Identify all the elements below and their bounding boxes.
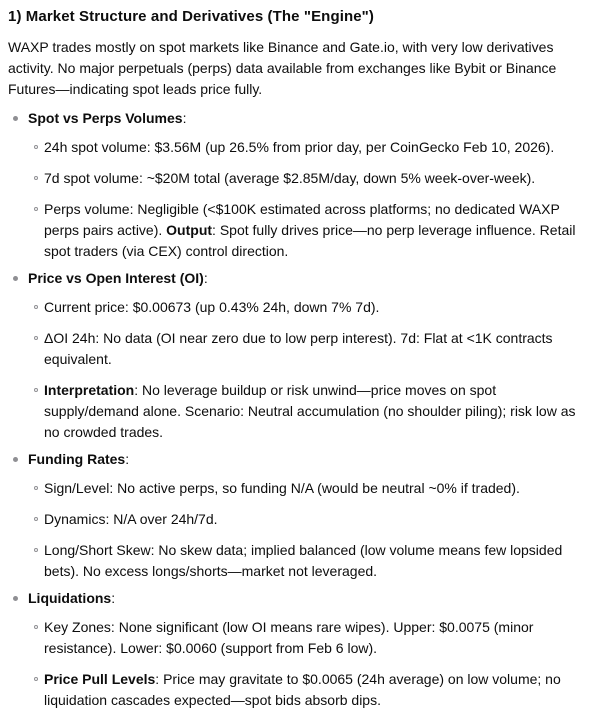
bullet-list [8,108,592,711]
list-item [8,478,592,499]
section-label-suffix: : [182,110,187,126]
text-run: Perps volume: Negligible (<$100K estimated across platforms; no dedicated WAXP perps pairs active). [44,201,560,238]
bold-text: Output [166,222,213,238]
bullet-disc-icon [13,276,18,281]
bold-text: Price Pull Levels [44,671,156,687]
list-item [8,617,592,659]
bold-text: Interpretation [44,382,135,398]
bullet-circle-icon [34,677,38,681]
section-label-item [8,268,592,289]
section-label-item [8,588,592,609]
text-run: : Spot fully drives price—no perp leverage influence. Retail spot traders (via CEX) control direction. [44,222,576,259]
bullet-circle-icon [34,176,38,180]
section-label: Spot vs Perps Volumes [28,110,183,126]
list-item [8,328,592,370]
text-run: 7d spot volume: ~$20M total (average $2.85M/day, down 5% week-over-week). [44,170,536,186]
text-run: Current price: $0.00673 (up 0.43% 24h, down 7% 7d). [44,299,380,315]
bullet-disc-icon [13,116,18,121]
section-label-item [8,108,592,129]
text-run: Key Zones: None significant (low OI means rare wipes). Upper: $0.0075 (minor resistance). Lower: $0.0060 (support from Feb 6 low). [44,619,534,656]
page-title: 1) Market Structure and Derivatives (The "Engine") [8,8,374,25]
section-label: Liquidations [28,590,112,606]
bullet-circle-icon [34,517,38,521]
bullet-circle-icon [34,486,38,490]
section-label-item [8,449,592,470]
list-item [8,509,592,530]
bullet-circle-icon [34,145,38,149]
text-run: 24h spot volume: $3.56M (up 26.5% from prior day, per CoinGecko Feb 10, 2026). [44,139,555,155]
bullet-circle-icon [34,548,38,552]
bullet-circle-icon [34,388,38,392]
section-label-suffix: : [203,270,208,286]
text-run: Sign/Level: No active perps, so funding N/A (would be neutral ~0% if traded). [44,480,520,496]
list-item [8,168,592,189]
list-section [8,268,592,443]
bullet-circle-icon [34,305,38,309]
section-label: Funding Rates [28,451,126,467]
section-label: Price vs Open Interest (OI) [28,270,204,286]
section-label-suffix: : [125,451,130,467]
document [8,6,592,711]
list-item [8,380,592,443]
text-run: Long/Short Skew: No skew data; implied balanced (low volume means few lopsided bets). No excess longs/shorts—market not leveraged. [44,542,563,579]
intro-paragraph: WAXP trades mostly on spot markets like Binance and Gate.io, with very low derivatives activity. No major perpetuals (perps) data available from exchanges like Bybit or Binance Futures—indicating spot leads price fully. [8,39,557,97]
text-run: : No leverage buildup or risk unwind—price moves on spot supply/demand alone. Scenario: Neutral accumulation (no shoulder piling); risk low as no crowded trades. [44,382,576,440]
list-item [8,540,592,582]
bullet-circle-icon [34,625,38,629]
list-section [8,108,592,262]
text-run: ΔOI 24h: No data (OI near zero due to low perp interest). 7d: Flat at <1K contracts equivalent. [44,330,553,367]
list-item [8,669,592,711]
text-run: Dynamics: N/A over 24h/7d. [44,511,218,527]
section-label-suffix: : [111,590,116,606]
bullet-disc-icon [13,457,18,462]
bullet-circle-icon [34,336,38,340]
text-run: : Price may gravitate to $0.0065 (24h average) on low volume; no liquidation cascades expected—spot bids absorb dips. [44,671,561,708]
list-section [8,449,592,582]
bullet-disc-icon [13,596,18,601]
bullet-circle-icon [34,207,38,211]
list-section [8,588,592,711]
list-item [8,137,592,158]
list-item [8,199,592,262]
list-item [8,297,592,318]
